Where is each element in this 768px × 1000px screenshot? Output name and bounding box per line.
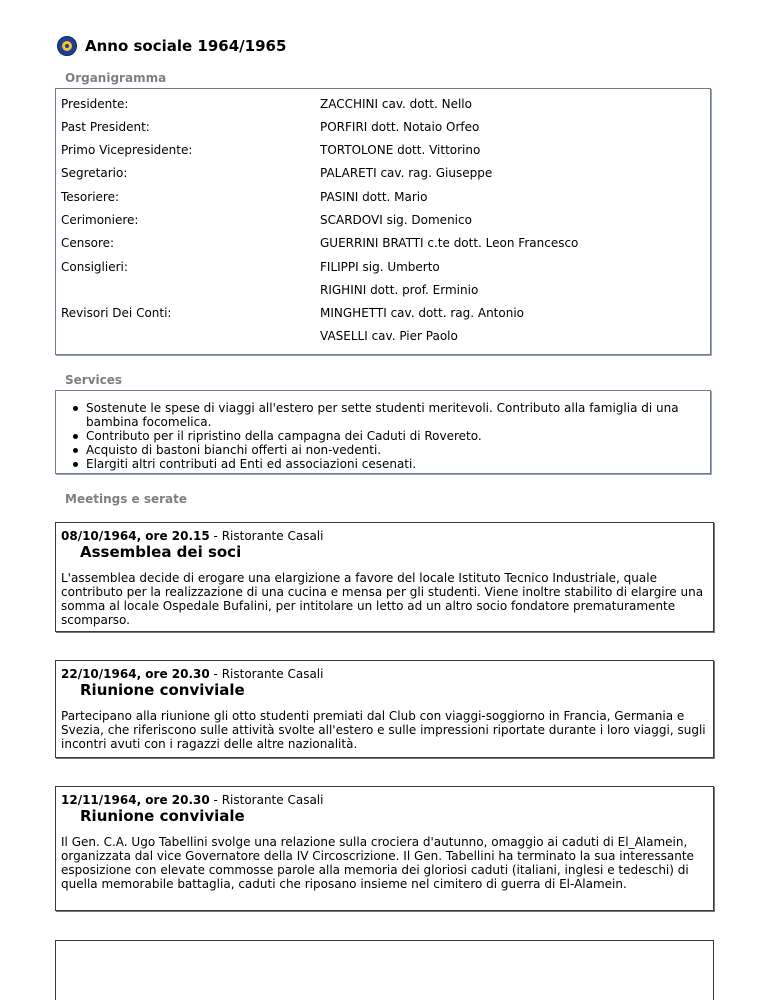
- meeting-text: L'assemblea decide di erogare una elargizione a favore del locale Istituto Tecnico Industriale, quale contributo per la realizzazione di una cucina e mensa per gli studenti. Viene inoltre stabilito di elargire una somma al locale Ospedale Bufalini, per intitolare un letto ad un altro socio fondatore prematuramente scomparso.: [61, 571, 704, 627]
- section-label-meetings: Meetings e serate: [65, 492, 188, 506]
- meeting-date: 08/10/1964, ore 20.15: [61, 529, 210, 543]
- org-name: RIGHINI dott. prof. Erminio: [320, 283, 479, 297]
- meeting-place: - Ristorante Casali: [209, 667, 324, 681]
- meeting-card: [55, 660, 714, 758]
- meeting-header: [61, 667, 323, 681]
- meeting-text: Partecipano alla riunione gli otto studenti premiati dal Club con viaggi-soggiorno in Francia, Germania e Svezia, che riferiscono sulle attività svolte all'estero e sulle impressioni riportate durante i loro viaggi, sugli incontri avuti con i ragazzi delle altre nazionalità.: [61, 709, 706, 751]
- org-role: Segretario:: [61, 166, 128, 180]
- org-name: TORTOLONE dott. Vittorino: [320, 143, 481, 157]
- meeting-place: - Ristorante Casali: [209, 793, 324, 807]
- list-item: Elargiti altri contributi ad Enti ed associazioni cesenati.: [71, 457, 701, 471]
- page-title: Anno sociale 1964/1965: [85, 37, 287, 55]
- section-label-services: Services: [65, 373, 123, 387]
- services-list: [71, 401, 701, 471]
- meeting-place: - Ristorante Casali: [209, 529, 324, 543]
- org-role: Censore:: [61, 236, 115, 250]
- org-role: Past President:: [61, 120, 150, 134]
- org-name: FILIPPI sig. Umberto: [320, 260, 440, 274]
- list-item: Acquisto di bastoni bianchi offerti ai non-vedenti.: [71, 443, 701, 457]
- services-box: [55, 390, 711, 474]
- meeting-text: Il Gen. C.A. Ugo Tabellini svolge una relazione sulla crociera d'autunno, omaggio ai caduti di El_Alamein, organizzata dal vice Governatore della IV Circoscrizione. Il Gen. Tabellini ha terminato la sua interessante esposizione con elevate commosse parole alla memoria dei gloriosi caduti (italiani, inglesi e tedeschi) di quella memorabile battaglia, caduti che riposano insieme nel cimitero di guerra di El-Alamein.: [61, 835, 694, 891]
- org-name: PASINI dott. Mario: [320, 190, 428, 204]
- organigramma-box: [55, 88, 711, 355]
- org-name: GUERRINI BRATTI c.te dott. Leon Francesco: [320, 236, 579, 250]
- lions-logo-icon: [57, 36, 77, 56]
- meeting-header: [61, 529, 323, 543]
- meeting-title: Riunione conviviale: [80, 681, 245, 699]
- meeting-date: 12/11/1964, ore 20.30: [61, 793, 210, 807]
- page-header: [57, 36, 286, 56]
- org-role: Consiglieri:: [61, 260, 128, 274]
- org-role: Presidente:: [61, 97, 129, 111]
- org-name: ZACCHINI cav. dott. Nello: [320, 97, 472, 111]
- org-role: Primo Vicepresidente:: [61, 143, 193, 157]
- meeting-header: [61, 793, 323, 807]
- org-name: VASELLI cav. Pier Paolo: [320, 329, 458, 343]
- meeting-title: Assemblea dei soci: [80, 543, 242, 561]
- meeting-card: [55, 522, 714, 632]
- org-name: MINGHETTI cav. dott. rag. Antonio: [320, 306, 524, 320]
- section-label-organigramma: Organigramma: [65, 71, 167, 85]
- org-name: SCARDOVI sig. Domenico: [320, 213, 472, 227]
- meeting-card: [55, 786, 714, 911]
- org-name: PORFIRI dott. Notaio Orfeo: [320, 120, 480, 134]
- meeting-date: 22/10/1964, ore 20.30: [61, 667, 210, 681]
- meeting-title: Riunione conviviale: [80, 807, 245, 825]
- org-role: Cerimoniere:: [61, 213, 139, 227]
- org-role: Revisori Dei Conti:: [61, 306, 172, 320]
- org-role: Tesoriere:: [61, 190, 120, 204]
- list-item: Contributo per il ripristino della campagna dei Caduti di Rovereto.: [71, 429, 701, 443]
- org-name: PALARETI cav. rag. Giuseppe: [320, 166, 493, 180]
- meeting-card-partial: [55, 940, 714, 1000]
- list-item: Sostenute le spese di viaggi all'estero per sette studenti meritevoli. Contributo alla famiglia di una bambina focomelica.: [71, 401, 701, 429]
